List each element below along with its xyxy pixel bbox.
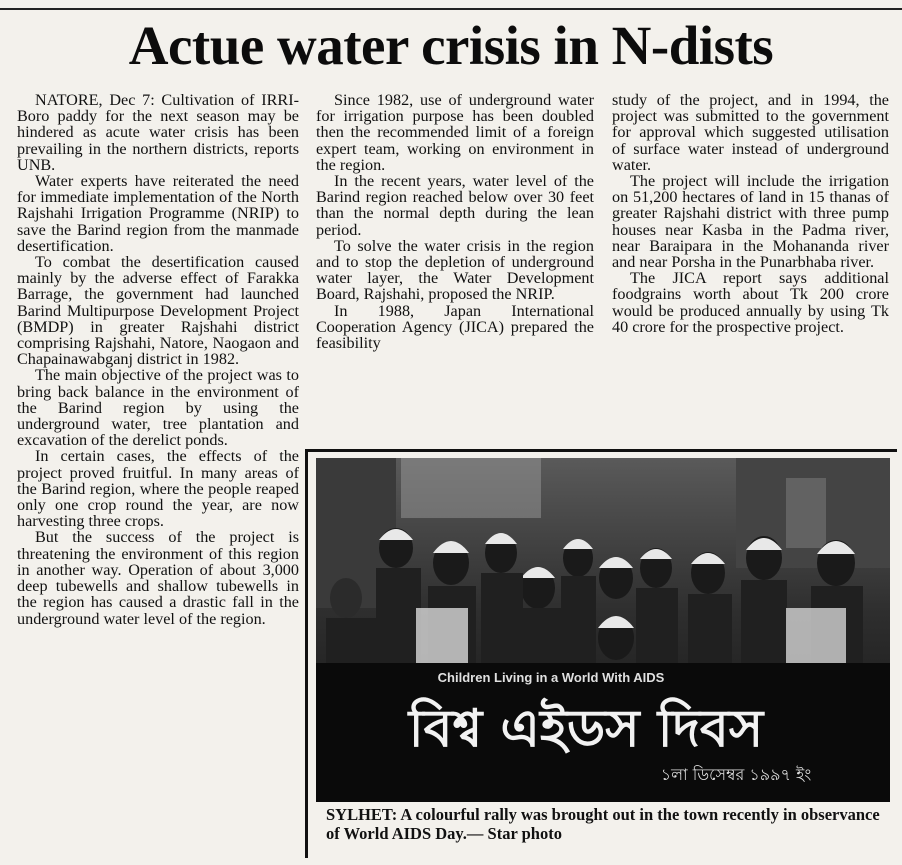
article-column-2 [316,92,594,351]
paragraph: The main objective of the project was to bring back balance in the environment of the Barind region by using the underground water, tree plantation and excavation of the derelict ponds. [17,366,299,450]
banner-bangla-text: বিশ্ব এইডস দিবস [408,699,764,759]
paragraph: The JICA report says additional foodgrains worth about Tk 200 crore would be produced annually by using Tk 40 crore for the prospective project. [612,269,889,336]
paragraph: Since 1982, use of underground water for irrigation purpose has been doubled then the recommended limit of a foreign expert team, working on environment in the region. [316,91,594,174]
paragraph: study of the project, and in 1994, the project was submitted to the government for approval which suggested utilisation of surface water instead of underground water. [612,91,889,174]
paragraph: But the success of the project is threatening the environment of this region in another way. Operation of about 3,000 deep tubewells and shallow tubewells in the region has caused a drastic fall in the underground water level of the region. [17,528,299,628]
banner-date-text: ১লা ডিসেম্বর ১৯৯৭ ইং [660,765,812,784]
rally-photo [316,458,890,802]
article-column-1 [17,92,299,627]
paragraph: The project will include the irrigation on 51,200 hectares of land in 15 thanas of greater Rajshahi district with three pump houses near Kasba in the Padma river, near Baraipara in the Mohananda river and near Porsha in the Punarbhaba river. [612,172,889,272]
paragraph: In the recent years, water level of the Barind region reached below over 30 feet than the normal depth during the lean period. [316,172,594,239]
paragraph: NATORE, Dec 7: Cultivation of IRRI-Boro paddy for the next season may be hindered as acute water crisis has been prevailing in the northern districts, reports UNB. [17,91,299,174]
headline: Actue water crisis in N-dists [128,15,774,76]
article-column-3 [612,92,889,335]
banner-english-text: Children Living in a World With AIDS [437,670,665,685]
paragraph: In 1988, Japan International Cooperation Agency (JICA) prepared the feasibility [316,301,594,353]
top-rule [0,0,902,10]
paragraph: In certain cases, the effects of the project proved fruitful. In many areas of the Barind region, where the people reaped only one crop round the year, are now harvesting three crops. [17,447,299,531]
photo-caption: SYLHET: A colourful rally was brought out in the town recently in observance of World AIDS Day.— Star photo [326,805,880,843]
paragraph: To combat the desertification caused mainly by the adverse effect of Farakka Barrage, the government had launched Barind Multipurpose Development Project (BMDP) in greater Rajshahi district comprising Rajshahi, Natore, Naogaon and Chapainawabganj district in 1982. [17,253,299,369]
paragraph: Water experts have reiterated the need for immediate implementation of the North Rajshahi Irrigation Programme (NRIP) to save the Barind region from the manmade desertification. [17,172,299,255]
paragraph: To solve the water crisis in the region and to stop the depletion of underground water layer, the Water Development Board, Rajshahi, proposed the NRIP. [316,236,594,304]
